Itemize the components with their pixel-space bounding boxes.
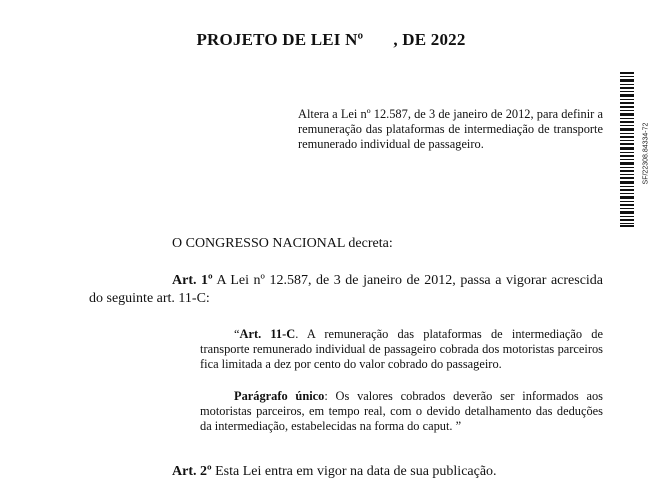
article-11c — [200, 327, 603, 372]
sole-paragraph — [200, 389, 603, 434]
sole-paragraph-label: Parágrafo único — [234, 389, 325, 403]
article-2-text: Esta Lei entra em vigor na data de sua publicação. — [211, 464, 497, 479]
article-1-text: A Lei nº 12.587, de 3 de janeiro de 2012, passa a vigorar acrescida do seguinte art. 11-C: — [89, 273, 604, 306]
title-prefix: PROJETO DE LEI Nº — [196, 30, 364, 49]
article-11c-text: . A remuneração das plataformas de intermediação de transporte remunerado individual de passageiro cobrada dos motoristas parceiros fica limitada a dez por cento do valor cobrado do passageiro. — [200, 327, 603, 371]
document-title — [0, 30, 662, 50]
enacting-clause: O CONGRESSO NACIONAL decreta: — [172, 236, 393, 251]
title-suffix: , DE 2022 — [393, 30, 466, 49]
article-1-label: Art. 1º — [172, 273, 213, 288]
ementa: Altera a Lei nº 12.587, de 3 de janeiro de 2012, para definir a remuneração das plataformas de intermediação de transporte remunerado individual de passageiro. — [298, 107, 603, 151]
article-2-label: Art. 2º — [172, 464, 212, 479]
barcode — [620, 72, 634, 227]
barcode-code: SF/22308.84334-72 — [642, 122, 650, 185]
article-11c-label: Art. 11-C — [239, 327, 296, 341]
sole-paragraph-text: : Os valores cobrados deverão ser informados aos motoristas parceiros, em tempo real, com o devido detalhamento das deduções da intermediação, estabelecidas na forma do caput. ” — [200, 389, 603, 433]
article-2 — [172, 464, 497, 480]
article-1 — [89, 272, 603, 308]
article-11c-open-quote: “ — [234, 327, 240, 341]
